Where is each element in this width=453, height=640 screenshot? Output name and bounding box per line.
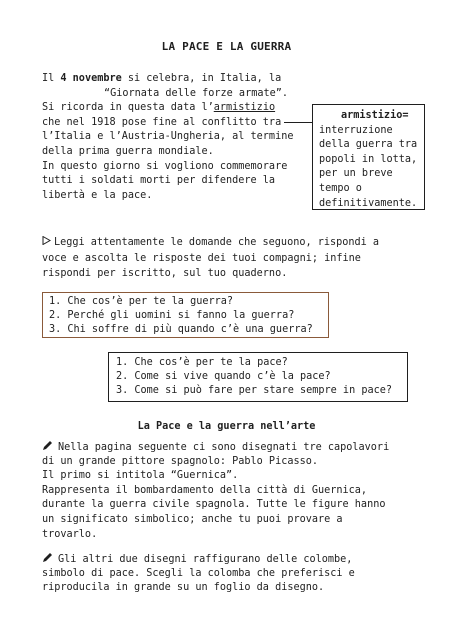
definition-line: tempo o (319, 182, 362, 194)
art-line: durante la guerra civile spagnola. Tutte le figure hanno (42, 499, 386, 511)
instruction-text: Leggi attentamente le domande che seguono, rispondi a (54, 237, 380, 248)
art-text: Nella pagina seguente ci sono disegnati tre capolavori (58, 442, 390, 453)
pencil-icon (42, 552, 58, 568)
art-line: trovarlo. (42, 528, 98, 540)
date-highlight: 4 novembre (60, 73, 122, 84)
definition-line: interruzione (319, 124, 393, 136)
guernica-paragraph (42, 440, 389, 542)
intro-line (42, 101, 293, 116)
intro-paragraph (42, 72, 293, 203)
definition-line: popoli in lotta, (319, 153, 418, 165)
instructions-paragraph (42, 236, 379, 283)
art-line: un significato simbolico; anche tu puoi provare a (42, 513, 343, 525)
doves-paragraph (42, 552, 355, 596)
definition-box (312, 104, 425, 210)
intro-line: della prima guerra mondiale. (42, 145, 214, 157)
question-item: 2. Come si vive quando c’è la pace? (116, 371, 331, 383)
definition-term: armistizio= (341, 110, 409, 121)
art-line: simbolo di pace. Scegli la colomba che preferisci e (42, 567, 355, 579)
question-item: 1. Che cos’è per te la guerra? (49, 296, 234, 307)
war-questions-box (42, 292, 329, 338)
art-line: Rappresenta il bombardamento della città di Guernica, (42, 484, 368, 496)
definition-line: della guerra tra (319, 139, 418, 151)
art-text: Gli altri due disegni raffigurano delle colombe, (58, 554, 353, 565)
art-line: Il primo si intitola “Guernica”. (42, 470, 239, 482)
art-line: di un grande pittore spagnolo: Pablo Picasso. (42, 455, 319, 467)
intro-line: “Giornata delle forze armate”. (104, 87, 289, 99)
definition-line: definitivamente. (319, 197, 418, 209)
question-item: 3. Come si può fare per stare sempre in pace? (116, 385, 393, 397)
definition-connector-line (284, 122, 312, 123)
peace-questions-box (108, 352, 408, 402)
art-line: riproducila in grande su un foglio da disegno. (42, 582, 325, 594)
intro-line: che nel 1918 pose fine al conflitto tra (42, 116, 282, 128)
intro-line: l’Italia e l’Austria-Ungheria, al termine (42, 131, 294, 143)
question-item: 2. Perché gli uomini si fanno la guerra? (49, 310, 295, 322)
armistizio-term: armistizio (213, 102, 276, 114)
art-section-heading: La Pace e la guerra nell’arte (137, 421, 316, 432)
page-title: LA PACE E LA GUERRA (161, 40, 292, 53)
intro-line: libertà e la pace. (42, 189, 153, 201)
intro-text: Si ricorda in questa data l’ (42, 102, 214, 114)
instruction-line (42, 236, 379, 252)
triangle-right-icon (42, 236, 54, 251)
question-item: 3. Chi soffre di più quando c’è una guerra? (49, 324, 313, 336)
question-item: 1. Che cos’è per te la pace? (116, 357, 288, 368)
art-line (42, 440, 389, 455)
art-line (42, 552, 355, 567)
intro-text: si celebra, in Italia, la (121, 73, 282, 84)
intro-text: Il (42, 73, 61, 84)
intro-line: tutti i soldati morti per difendere la (42, 175, 276, 187)
instruction-line: voce e ascolta le risposte dei tuoi compagni; infine (42, 252, 361, 264)
intro-line (42, 72, 293, 87)
definition-line: per un breve (319, 168, 393, 180)
intro-line: In questo giorno si vogliono commemorare (42, 160, 288, 172)
pencil-icon (42, 440, 58, 456)
instruction-line: rispondi per iscritto, sul tuo quaderno. (42, 268, 288, 279)
